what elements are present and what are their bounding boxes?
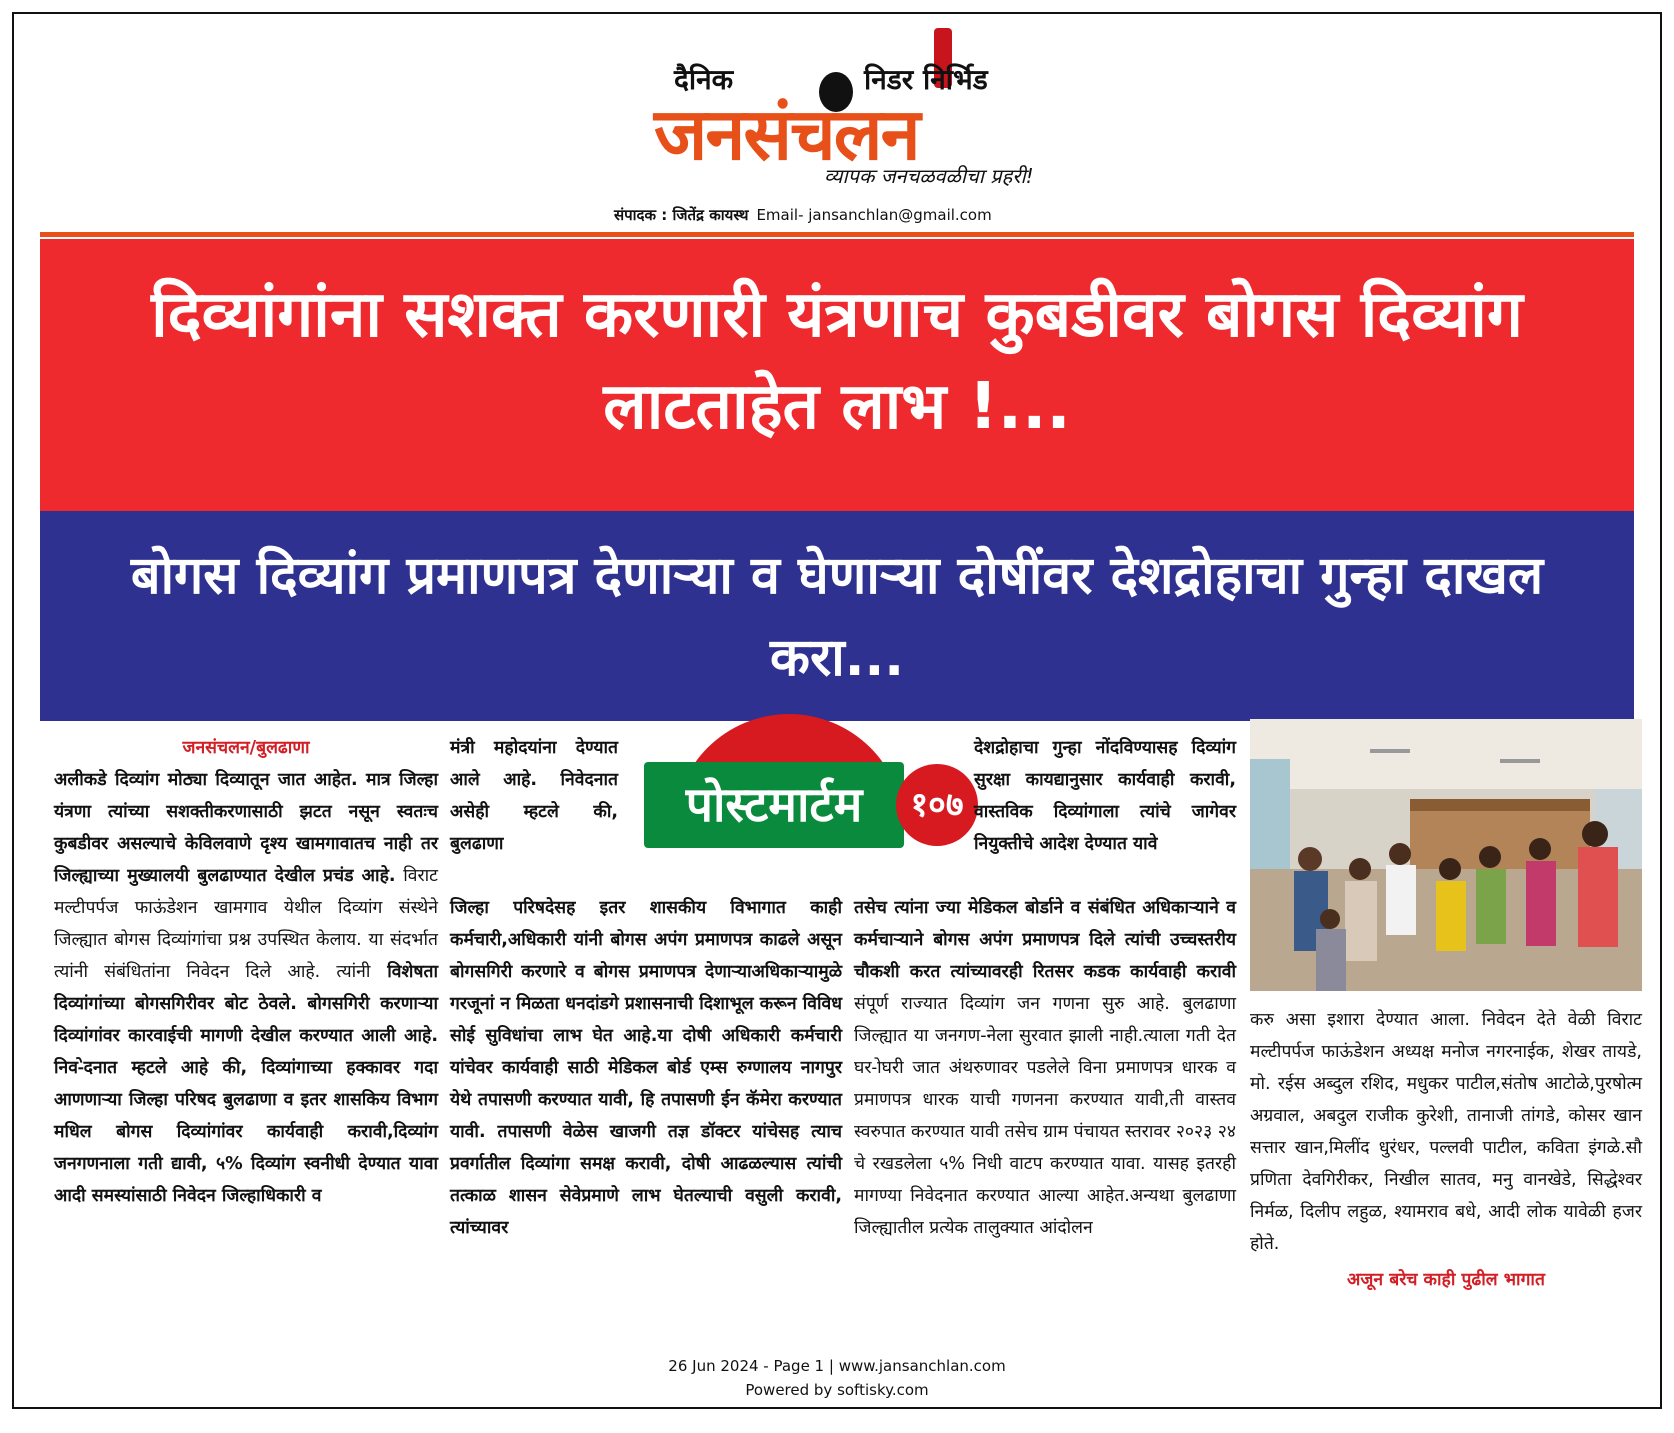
editor-line (614, 205, 992, 225)
editor-email: Email- jansanchlan@gmail.com (756, 206, 992, 224)
masthead-tagline: व्यापक जनचळवळीचा प्रहरी! (824, 164, 1034, 188)
col2-text: जिल्हा परिषदेसह इतर शासकीय विभागात काही कर्मचारी,अधिकारी यांनी बोगस अपंग प्रमाणपत्र काढले असून बोगसगिरी करणारे व बोगस प्रमाणपत्र देणाऱ्याअधिकाऱ्यामुळे गरजूनां न मिळता धनदांडगे प्रशासनाची दिशाभूल करून विविध सोई सुविधांचा लाभ घेत आहे.या दोषी अधिकारी कर्मचारी यांचेवर कार्यवाही साठी मेडिकल बोर्ड एम्स रुग्णालय नागपुर येथे तपासणी करण्यात यावी, हि तपासणी ईन कॅमेरा करण्यात यावी. तपासणी वेळेस खाजगी तज्ञ डॉक्टर यांचेसह त्याच प्रवर्गातील दिव्यांगा समक्ष करावी, दोषी आढळल्यास त्यांची तत्काळ शासन सेवेप्रमाणे लाभ घेतल्याची वसुली करावी, त्यांच्यावर (450, 898, 842, 1238)
footer-date-page: 26 Jun 2024 - Page 1 | www.jansanchlan.com (668, 1357, 1006, 1375)
headline-band (40, 239, 1634, 511)
photo-illustration (1250, 719, 1642, 991)
article-column-3 (854, 892, 1236, 1244)
continued-note: अजून बरेच काही पुढील भागात (1347, 1270, 1545, 1290)
col4-text: करु असा इशारा देण्यात आला. निवेदन देते वेळी विराट मल्टीपर्पज फाऊंडेशन अध्यक्ष मनोज नगरनाईक, शेखर तायडे, मो. रईस अब्दुल रशिद, मधुकर पाटील,संतोष आटोळे,पुरषोत्म अग्रवाल, अबदुल राजीक कुरेशी, तानाजी तांगडे, कोसर खान सत्तार खान,मिलींद धुरंधर, पल्लवी पाटील, कविता इंगळे.सौ प्रणिता देवगिरीकर, निखील सातव, मनु वानखेडे, सिद्धेश्वर निर्मळ, दिलीप लहुळ, श्यामराव बधे, आदी लोक यावेळी हजर होते. (1250, 1010, 1642, 1254)
article-column-3-top (974, 732, 1236, 860)
col1-text: विराट मल्टीपर्पज फाऊंडेशन खामगाव येथील दिव्यांग संस्थेने जिल्ह्यात बोगस दिव्यांगांचा प्रश्न उपस्थित केलाय. या संदर्भात त्यांनी संबंधितांना निवेदन दिले आहे. त्यांनी (54, 866, 438, 982)
article-column-2 (450, 892, 842, 1244)
postmortem-label: पोस्टमार्टम (644, 762, 904, 848)
page-footer (14, 1354, 1660, 1402)
newspaper-page (12, 12, 1662, 1409)
article-column-1 (54, 732, 438, 1212)
editor-name: संपादक : जितेंद्र कायस्थ (614, 206, 749, 224)
newspaper-name: जनसंचलन (654, 92, 919, 176)
col3-top-text: देशद्रोहाचा गुन्हा नोंदविण्यासह दिव्यांग सुरक्षा कायद्यानुसार कार्यवाही करावी, वास्तविक दिव्यांगाला त्यांचे जागेवर नियुक्तीचे आदेश देण्यात यावे (974, 738, 1236, 854)
article-column-2-top (450, 732, 618, 860)
main-headline: दिव्यांगांना सशक्त करणारी यंत्रणाच कुबडीवर बोगस दिव्यांग लाटताहेत लाभ !... (151, 278, 1523, 444)
col1-text-bold: विशेषता दिव्यांगांच्या बोगसगिरीवर बोट ठेवले. बोगसगिरी करणाऱ्या दिव्यांगांवर कारवाईची मागणी देखील करण्यात आली आहे. निव-ेदनात म्हटले आहे की, दिव्यांगाच्या हक्कावर गदा आणणाऱ्या जिल्हा परिषद बुलढाणा व इतर शासकिय विभाग मधिल बोगस दिव्यांगांवर कार्यवाही करावी,दिव्यांग जनगणनाला गती द्यावी, ५% दिव्यांग स्वनीधी देण्यात यावा आदी समस्यांसाठी निवेदन जिल्हाधिकारी व (54, 962, 438, 1206)
postmortem-logo (634, 714, 964, 894)
dateline: जनसंचलन/बुलढाणा (182, 738, 310, 758)
col2-top-text: मंत्री महोदयांना देण्यात आले आहे. निवेदनात असेही म्हटले की, बुलढाणा (450, 738, 618, 854)
col1-lead: अलीकडे दिव्यांग मोठ्या दिव्यातून जात आहेत. मात्र जिल्हा यंत्रणा त्यांच्या सशक्तीकरणासाठी झटत नसून स्वतःच कुबडीवर असल्याचे केविलवाणे दृश्य खामगावातच नाही तर जिल्ह्याच्या मुख्यालयी बुलढाण्यात देखील प्रचंड आहे. (54, 770, 438, 886)
col3-text: संपूर्ण राज्यात दिव्यांग जन गणना सुरु आहे. बुलढाणा जिल्ह्यात या जनगण-नेला सुरवात झाली नाही.त्याला गती देत घर-ोघरी जात अंथरुणावर पडलेले विना प्रमाणपत्र धारक व प्रमाणपत्र धारक याची गणनना करण्यात यावी,ती वास्तव स्वरुपात करण्यात यावी तसेच ग्राम पंचायत स्तरावर २०२३ २४ चे रखडलेला ५% निधी वाटप करण्यात यावा. यासह इतरही मागण्या निवेदनात करण्यात आल्या आहेत.अन्यथा बुलढाणा जिल्ह्यातील प्रत्येक तालुक्यात आंदोलन (854, 994, 1236, 1238)
subheadline-band (40, 511, 1634, 721)
postmortem-number: १०७ (896, 764, 978, 846)
news-photo (1250, 719, 1642, 991)
col3-text-bold: तसेच त्यांना ज्या मेडिकल बोर्डाने व संबंधित अधिकाऱ्याने व कर्मचाऱ्याने बोगस अपंग प्रमाणपत्र दिले त्यांची उच्चस्तरीय चौकशी करत त्यांच्यावरही रितसर कडक कार्यवाही करावी (854, 898, 1236, 982)
masthead-slogan: निडर निर्भिड (864, 63, 988, 96)
masthead (614, 22, 1054, 227)
footer-powered-by: Powered by softisky.com (745, 1381, 929, 1399)
masthead-rule (40, 232, 1634, 237)
sub-headline: बोगस दिव्यांग प्रमाणपत्र देणाऱ्या व घेणाऱ्या दोषींवर देशद्रोहाचा गुन्हा दाखल करा... (130, 546, 1544, 688)
article-column-4 (1250, 1004, 1642, 1296)
masthead-dainik: दैनिक (674, 63, 734, 96)
